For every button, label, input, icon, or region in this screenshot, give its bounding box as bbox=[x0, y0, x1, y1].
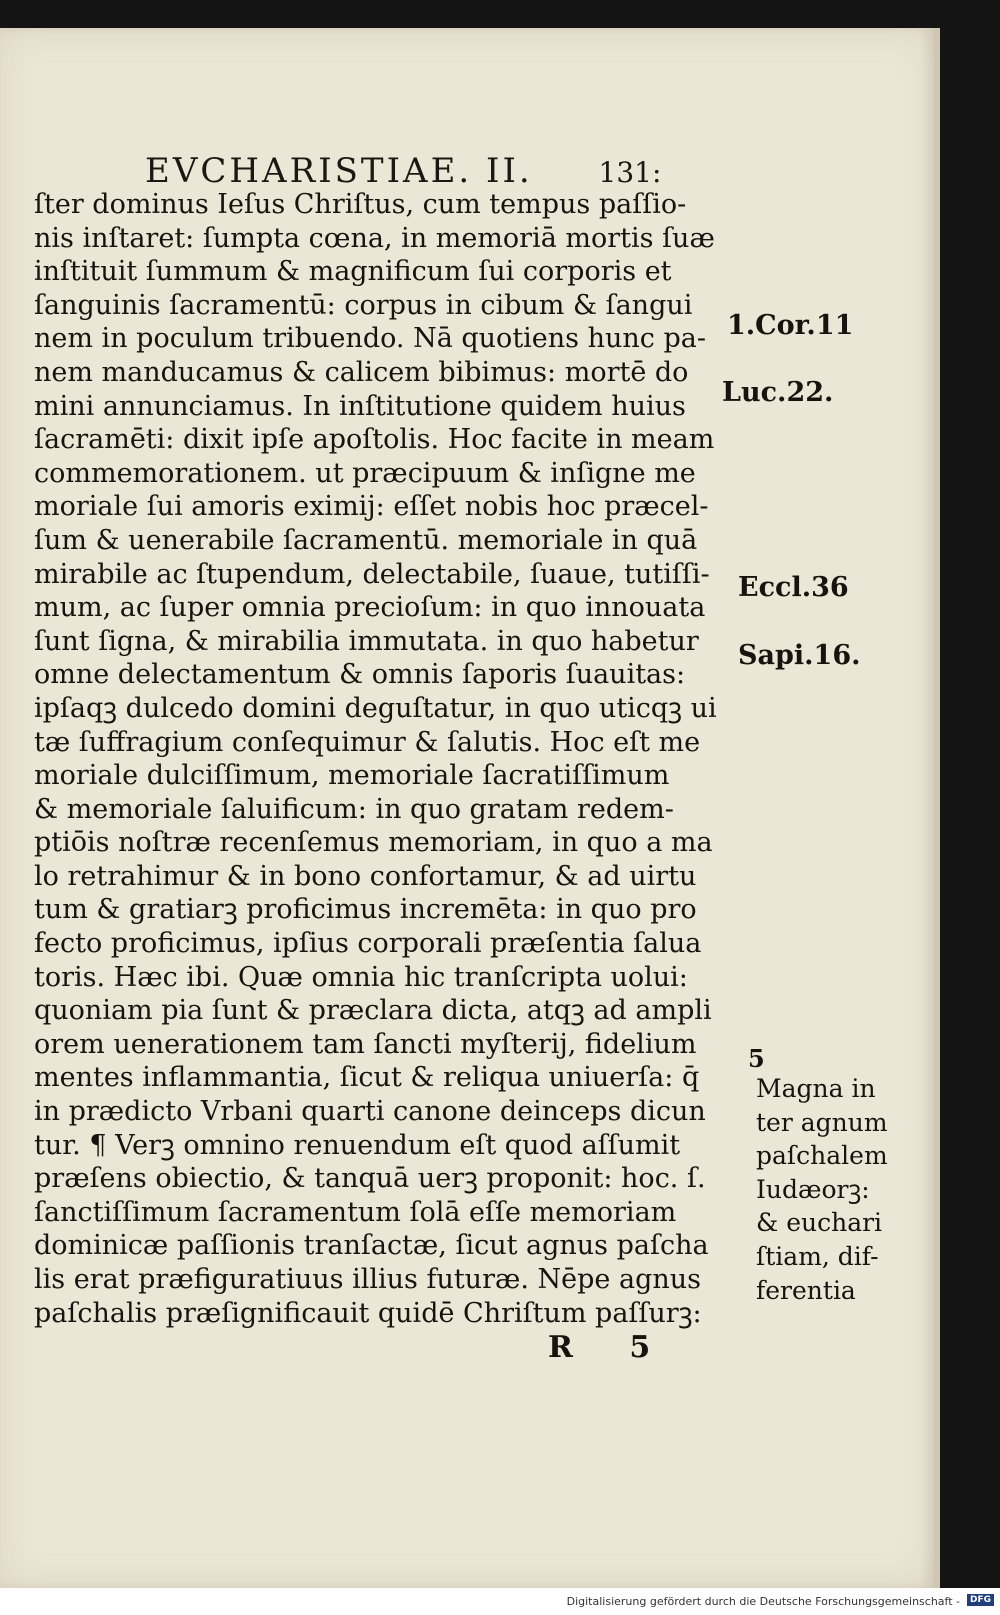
main-text-block bbox=[34, 188, 734, 1330]
margin-note-line: ferentia bbox=[756, 1275, 856, 1305]
signature-letter: R bbox=[548, 1330, 573, 1365]
margin-note bbox=[756, 1072, 916, 1307]
text-line: inſtituit ſummum & magnificum ſui corporis et bbox=[34, 256, 672, 288]
marginal-ref-luc: Luc.22. bbox=[722, 377, 834, 408]
text-line: præſens obiectio, & tanquā uerꝫ proponit: hoc. ſ. bbox=[34, 1163, 706, 1195]
margin-note-line: paſchalem bbox=[756, 1141, 888, 1171]
digitization-footer bbox=[0, 1588, 1000, 1615]
text-line: lo retrahimur & in bono confortamur, & ad uirtu bbox=[34, 860, 697, 892]
margin-note-line: Iudæorꝫ: bbox=[756, 1174, 870, 1204]
marginal-mark: 5 bbox=[748, 1044, 765, 1073]
margin-note-line: ſtiam, dif- bbox=[756, 1241, 879, 1271]
folio-number: 131: bbox=[598, 156, 662, 189]
dfg-logo: DFG bbox=[967, 1594, 994, 1606]
text-line: tæ ſuffragium conſequimur & ſalutis. Hoc eſt me bbox=[34, 726, 701, 758]
text-line: nem manducamus & calicem bibimus: mortē do bbox=[34, 356, 689, 388]
text-line: in prædicto Vrbani quarti canone deinceps dicun bbox=[34, 1096, 706, 1128]
text-line: moriale ſui amoris eximij: eſſet nobis hoc præcel- bbox=[34, 491, 709, 523]
margin-note-line: ter agnum bbox=[756, 1107, 888, 1137]
text-line: commemorationem. ut præcipuum & inſigne me bbox=[34, 457, 696, 489]
text-line: ſter dominus Ieſus Chriſtus, cum tempus paſſio- bbox=[34, 189, 687, 220]
book-page bbox=[0, 28, 940, 1588]
text-line: ſunt ſigna, & mirabilia immutata. in quo habetur bbox=[34, 625, 699, 657]
text-line: fecto proficimus, ipſius corporali præſentia ſalua bbox=[34, 928, 702, 960]
text-line: omne delectamentum & omnis ſaporis ſuauitas: bbox=[34, 659, 686, 691]
header-title: EVCHARISTIAE. II. bbox=[145, 151, 533, 191]
text-line: ſanctiſſimum ſacramentum ſolā eſſe memoriam bbox=[34, 1196, 677, 1228]
text-line: paſchalis præſignificauit quidē Chriſtum paſſurꝫ: bbox=[34, 1297, 702, 1329]
text-line: tur. ¶ Verꝫ omnino renuendum eſt quod aſſumit bbox=[34, 1129, 681, 1161]
marginal-ref-sap: Sapi.16. bbox=[738, 640, 861, 671]
running-header bbox=[145, 151, 661, 191]
signature-mark bbox=[548, 1330, 650, 1365]
text-line: dominicæ paſſionis tranſactæ, ſicut agnus paſcha bbox=[34, 1230, 709, 1262]
signature-number: 5 bbox=[629, 1330, 651, 1365]
margin-note-line: Magna in bbox=[756, 1074, 876, 1103]
text-line: toris. Hæc ibi. Quæ omnia hic tranſcripta uolui: bbox=[34, 961, 688, 993]
text-line: nem in poculum tribuendo. Nā quotiens hunc pa- bbox=[34, 323, 706, 355]
text-line: & memoriale ſaluificum: in quo gratam redem- bbox=[34, 793, 674, 825]
text-line: ipſaqꝫ dulcedo domini deguſtatur, in quo uticqꝫ ui bbox=[34, 692, 717, 724]
text-line: mentes inflammantia, ſicut & reliqua uniuerſa: q̄ bbox=[34, 1062, 700, 1094]
text-line: quoniam pia ſunt & præclara dicta, atqꝫ ad ampli bbox=[34, 995, 712, 1027]
text-line: nis inſtaret: ſumpta cœna, in memoriā mortis ſuæ bbox=[34, 222, 715, 254]
text-line: lis erat præfiguratiuus illius futuræ. Nēpe agnus bbox=[34, 1264, 701, 1295]
text-line: mini annunciamus. In inſtitutione quidem huius bbox=[34, 390, 686, 422]
marginal-ref-cor: 1.Cor.11 bbox=[727, 310, 854, 341]
margin-note-line: & euchari bbox=[756, 1208, 883, 1238]
text-line: moriale dulciſſimum, memoriale ſacratiſſimum bbox=[34, 760, 670, 792]
text-line: ptiōis noſtræ recenſemus memoriam, in quo a ma bbox=[34, 827, 713, 859]
text-line: mum, ac ſuper omnia precioſum: in quo innouata bbox=[34, 592, 706, 624]
text-line: ſum & uenerabile ſacramentū. memoriale in quā bbox=[34, 524, 698, 556]
text-line: ſanguinis ſacramentū: corpus in cibum & ſangui bbox=[34, 289, 693, 321]
text-line: tum & gratiarꝫ proficimus incremēta: in quo pro bbox=[34, 894, 697, 926]
marginal-ref-eccl: Eccl.36 bbox=[738, 572, 849, 603]
text-line: ſacramēti: dixit ipſe apoſtolis. Hoc facite in meam bbox=[34, 424, 715, 456]
footer-credit: Digitalisierung gefördert durch die Deutsche Forschungsgemeinschaft - bbox=[566, 1595, 960, 1608]
text-line: orem uenerationem tam ſancti myſterij, fidelium bbox=[34, 1028, 697, 1060]
text-line: mirabile ac ſtupendum, delectabile, ſuaue, tutiſſi- bbox=[34, 558, 710, 590]
